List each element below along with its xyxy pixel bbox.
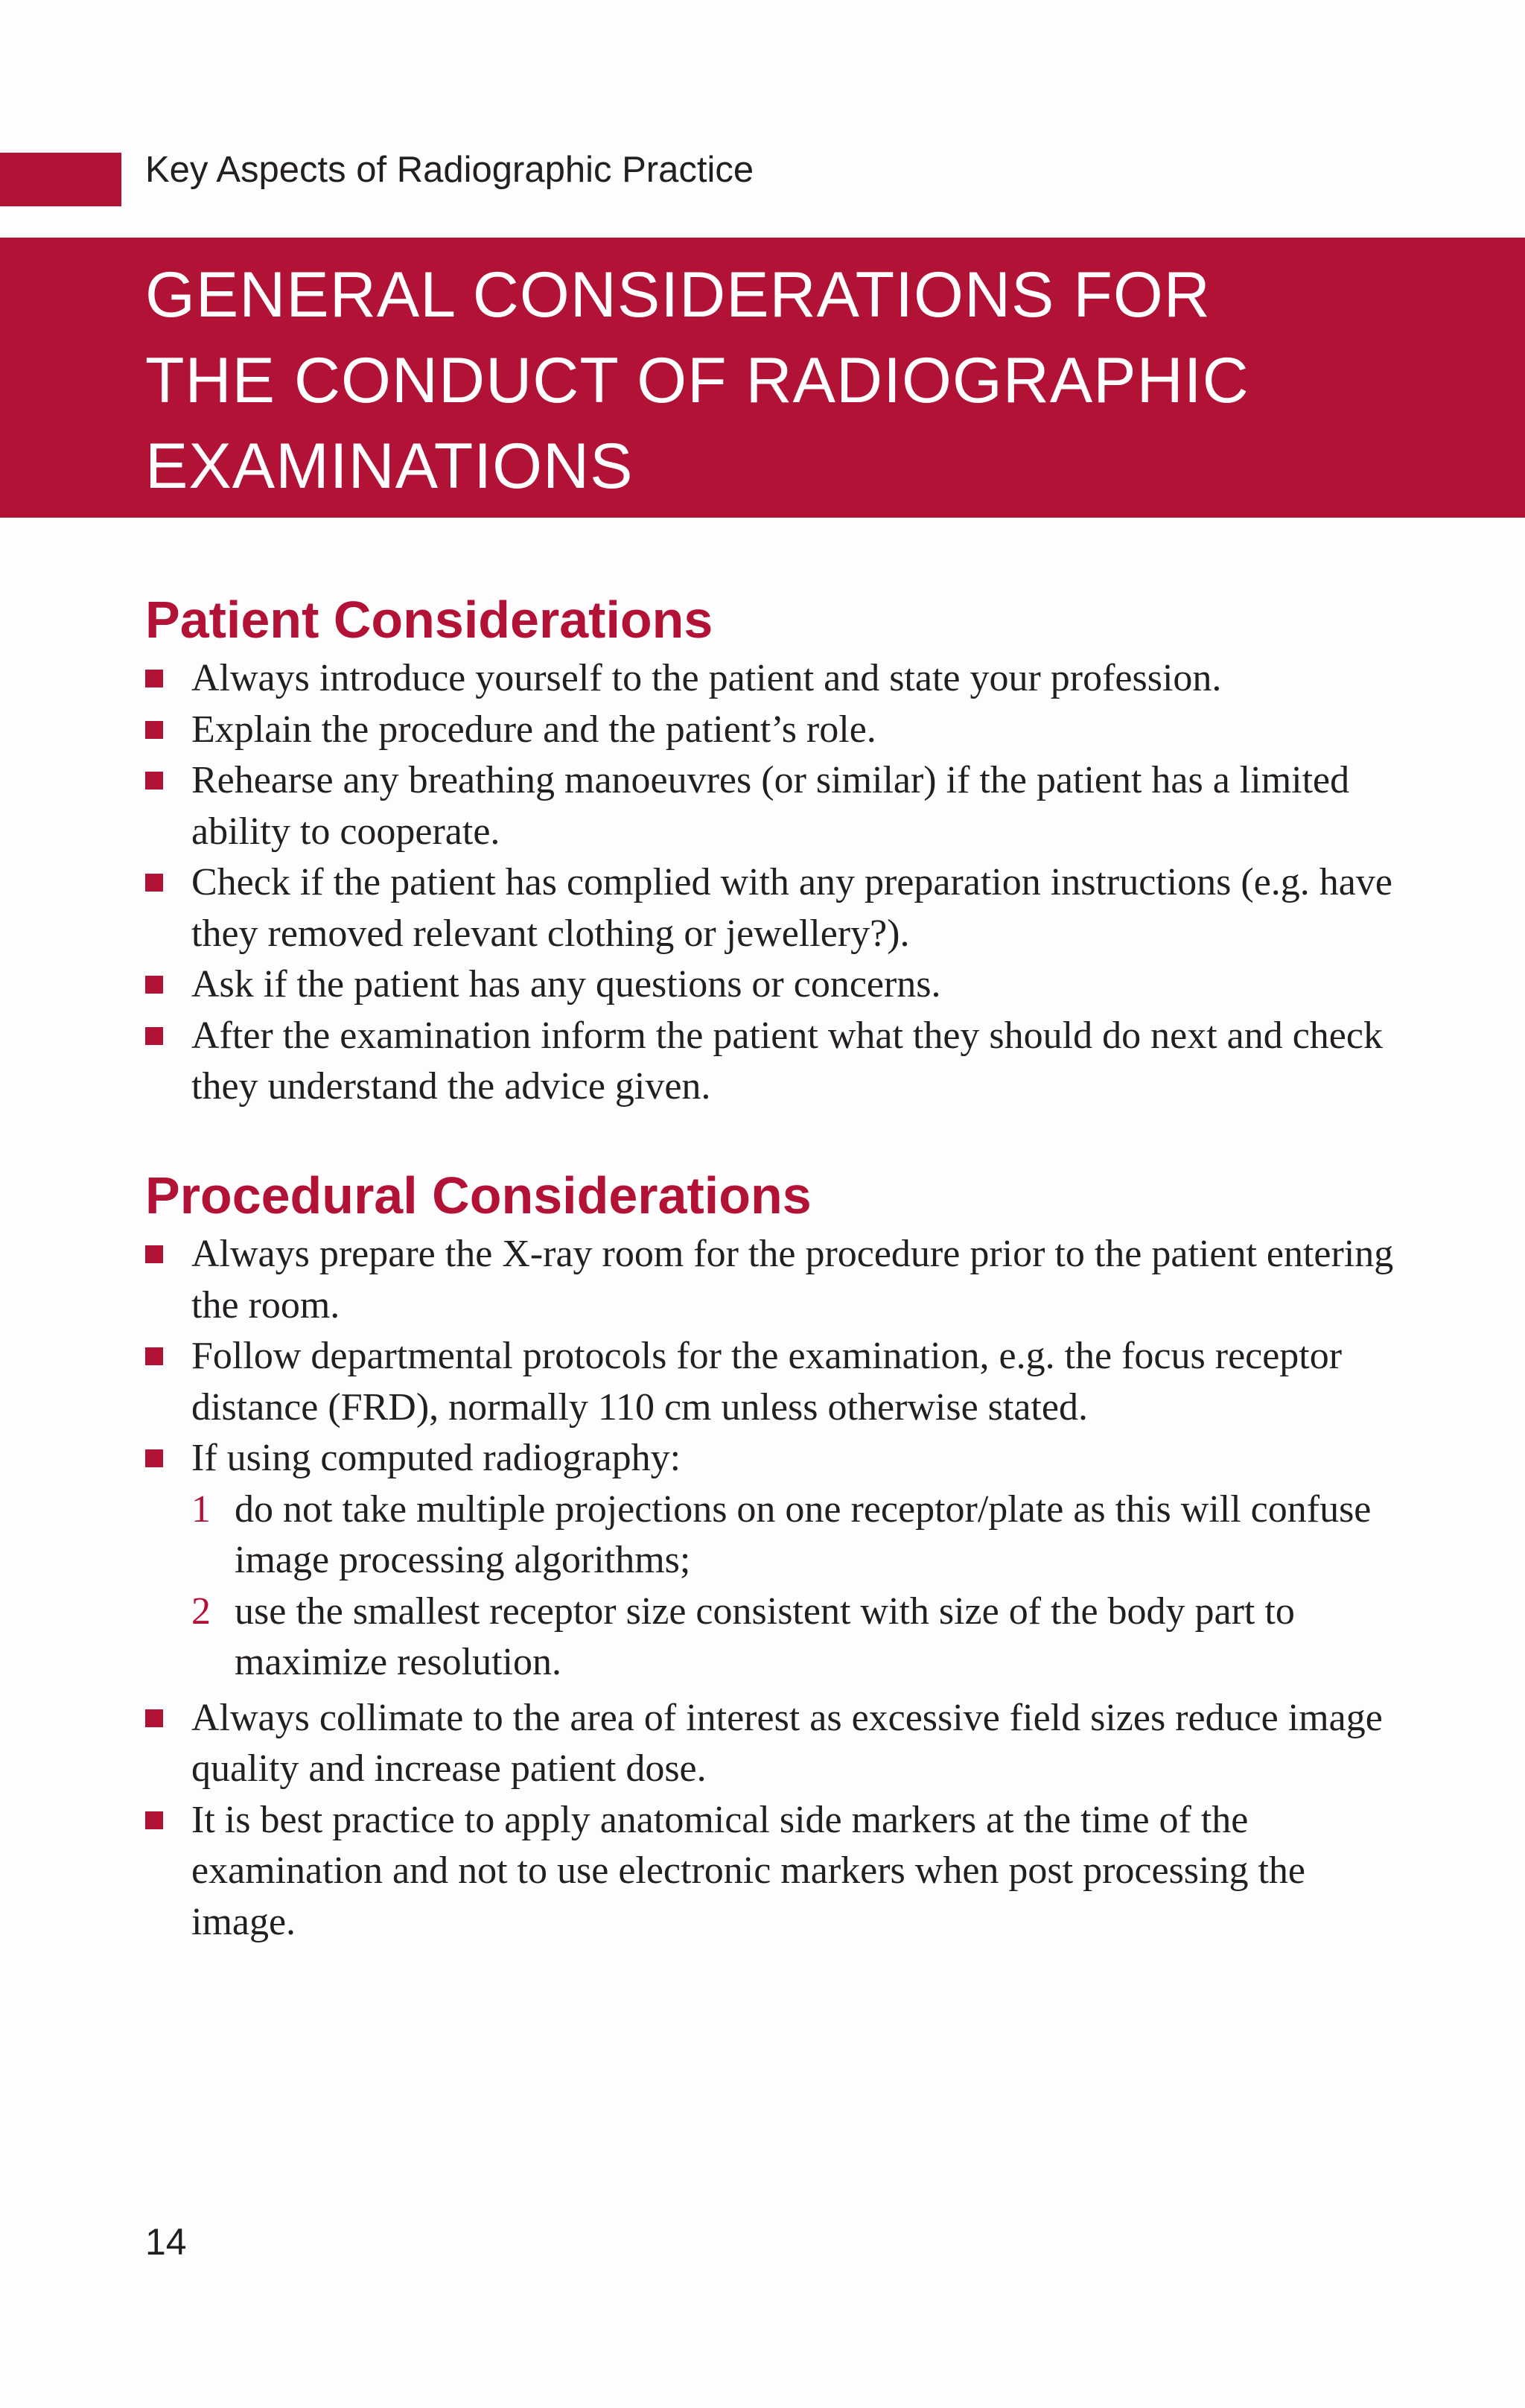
- list-item-text: Always collimate to the area of interest as excessive field sizes reduce image quality and increase patient dose.: [191, 1696, 1383, 1790]
- list-item: [145, 1229, 1411, 1331]
- square-bullet-icon: [145, 1347, 163, 1365]
- list-item-text: If using computed radiography:: [191, 1437, 681, 1479]
- bullet-list: [145, 1229, 1411, 1948]
- numbered-item: [191, 1586, 1411, 1689]
- numbered-item-text: do not take multiple projections on one receptor/plate as this will confuse image processing algorithms;: [235, 1487, 1372, 1581]
- running-head: Key Aspects of Radiographic Practice: [145, 150, 754, 190]
- list-item: [145, 1011, 1411, 1113]
- numbered-item-text: use the smallest receptor size consistent with size of the body part to maximize resolution.: [235, 1589, 1295, 1683]
- bullet-list: [145, 653, 1411, 1113]
- square-bullet-icon: [145, 1449, 163, 1467]
- title-line: THE CONDUCT OF RADIOGRAPHIC: [145, 345, 1249, 416]
- procedural-considerations-section: [145, 1162, 1411, 1948]
- square-bullet-icon: [145, 1245, 163, 1263]
- title-line: GENERAL CONSIDERATIONS FOR: [145, 259, 1211, 331]
- numbered-item: [191, 1484, 1411, 1586]
- square-bullet-icon: [145, 721, 163, 739]
- list-item: [145, 857, 1411, 959]
- list-item-text: Always introduce yourself to the patient and state your profession.: [191, 657, 1222, 699]
- list-item: [145, 1331, 1411, 1433]
- list-item: [145, 1433, 1411, 1689]
- square-bullet-icon: [145, 1027, 163, 1045]
- item-number: 2: [191, 1589, 211, 1633]
- list-item: [145, 705, 1411, 756]
- list-item-text: Always prepare the X-ray room for the procedure prior to the patient entering the room.: [191, 1233, 1394, 1327]
- square-bullet-icon: [145, 670, 163, 687]
- square-bullet-icon: [145, 874, 163, 892]
- list-item: [145, 1795, 1411, 1948]
- square-bullet-icon: [145, 772, 163, 790]
- item-number: 1: [191, 1487, 211, 1531]
- numbered-sub-list: [191, 1484, 1411, 1689]
- patient-considerations-section: [145, 586, 1411, 1113]
- list-item: [145, 1693, 1411, 1795]
- section-heading: Patient Considerations: [145, 591, 713, 649]
- square-bullet-icon: [145, 1709, 163, 1727]
- square-bullet-icon: [145, 976, 163, 994]
- list-item-text: It is best practice to apply anatomical side markers at the time of the examination and not to use electronic markers when post processing the image.: [191, 1798, 1306, 1943]
- list-item-text: Check if the patient has complied with any preparation instructions (e.g. have they removed relevant clothing or jewellery?).: [191, 861, 1392, 955]
- square-bullet-icon: [145, 1811, 163, 1829]
- list-item-text: Follow departmental protocols for the examination, e.g. the focus receptor distance (FRD), normally 110 cm unless otherwise stated.: [191, 1335, 1343, 1429]
- section-heading: Procedural Considerations: [145, 1166, 812, 1224]
- page-title: [145, 252, 1500, 509]
- list-item: [145, 959, 1411, 1011]
- list-item-text: Ask if the patient has any questions or concerns.: [191, 963, 941, 1006]
- list-item-text: Rehearse any breathing manoeuvres (or similar) if the patient has a limited ability to cooperate.: [191, 759, 1350, 853]
- page-number: 14: [145, 2221, 187, 2263]
- list-item-text: After the examination inform the patient what they should do next and check they understand the advice given.: [191, 1014, 1383, 1108]
- list-item: [145, 653, 1411, 705]
- list-item: [145, 755, 1411, 857]
- list-item-text: Explain the procedure and the patient’s role.: [191, 708, 876, 751]
- running-head-marker: [0, 153, 121, 206]
- title-line: EXAMINATIONS: [145, 431, 634, 502]
